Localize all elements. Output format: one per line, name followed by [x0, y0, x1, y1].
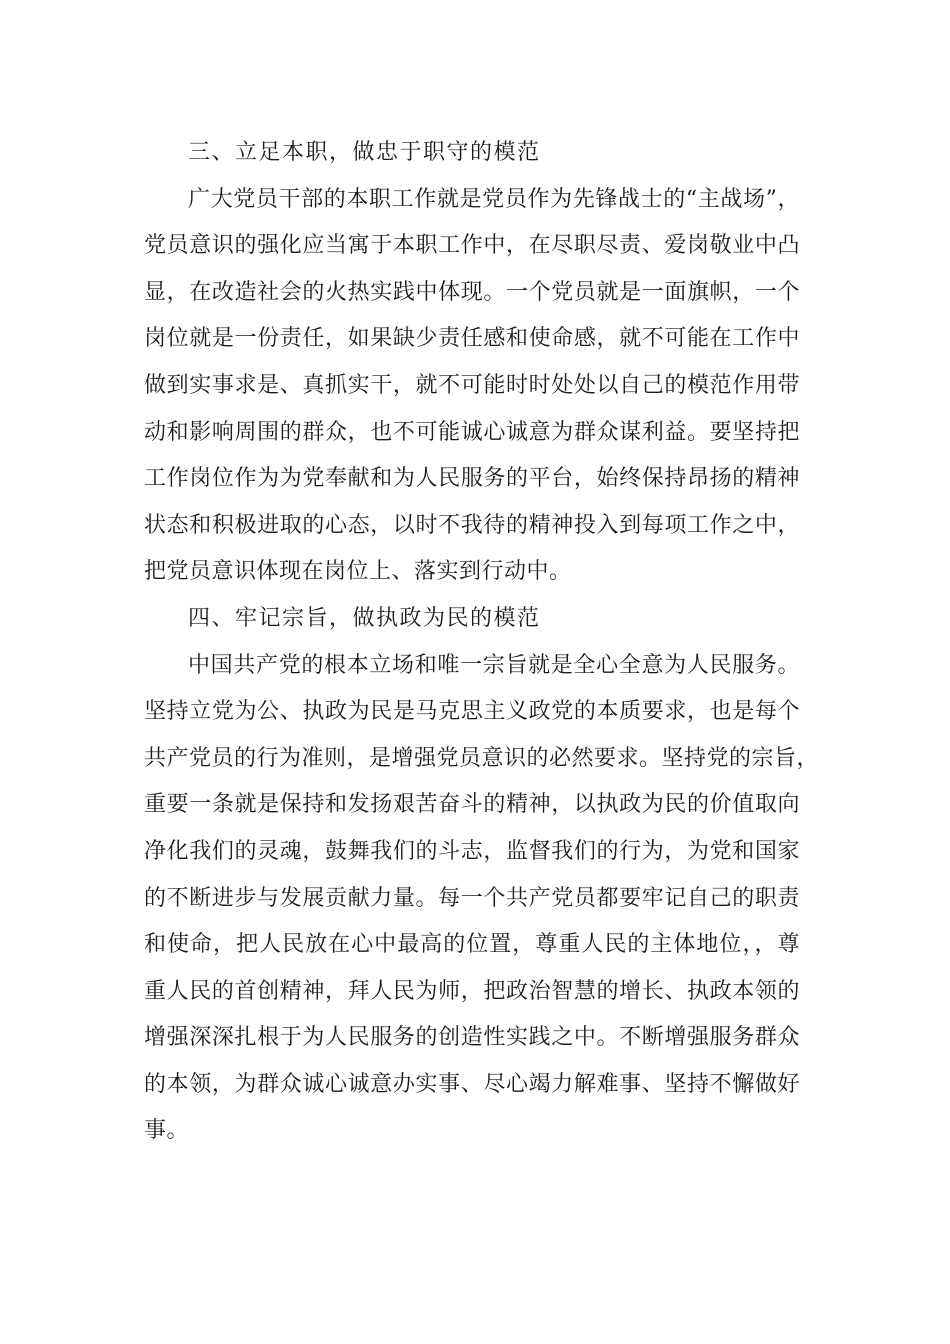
section-heading: 三、立足本职，做忠于职守的模范	[188, 140, 541, 165]
paragraph-line: 净化我们的灵魂，鼓舞我们的斗志，监督我们的行为，为党和国家	[144, 838, 800, 864]
section-heading: 四、牢记宗旨，做执政为民的模范	[188, 605, 541, 631]
paragraph-line: 的不断进步与发展贡献力量。每一个共产党员都要牢记自己的职责	[144, 885, 800, 911]
paragraph-line: 党员意识的强化应当寓于本职工作中，在尽职尽责、爱岗敬业中凸	[144, 233, 800, 259]
paragraph-line: 广大党员干部的本职工作就是党员作为先锋战士的“主战场”，	[188, 186, 800, 212]
paragraph-line: 重要一条就是保持和发扬艰苦奋斗的精神，以执政为民的价值取向	[144, 792, 800, 818]
paragraph-line: 的本领，为群众诚心诚意办实事、尽心竭力解难事、坚持不懈做好	[144, 1071, 800, 1097]
paragraph-line: 中国共产党的根本立场和唯一宗旨就是全心全意为人民服务。	[188, 652, 800, 678]
paragraph-line: 坚持立党为公、执政为民是马克思主义政党的本质要求，也是每个	[144, 699, 800, 725]
document-body	[144, 130, 820, 1155]
paragraph-line: 重人民的首创精神，拜人民为师，把政治智慧的增长、执政本领的	[144, 978, 800, 1004]
paragraph-line: 状态和积极进取的心态，以时不我待的精神投入到每项工作之中，	[144, 512, 800, 538]
paragraph-line: 动和影响周围的群众，也不可能诚心诚意为群众谋利益。要坚持把	[144, 419, 800, 445]
paragraph-line: 和使命，把人民放在心中最高的位置，尊重人民的主体地位，，尊	[144, 932, 800, 958]
paragraph-line: 把党员意识体现在岗位上、落实到行动中。	[144, 559, 572, 585]
paragraph-line: 做到实事求是、真抓实干，就不可能时时处处以自己的模范作用带	[144, 372, 800, 398]
paragraph-line: 岗位就是一份责任，如果缺少责任感和使命感，就不可能在工作中	[144, 326, 800, 352]
paragraph-line: 共产党员的行为准则，是增强党员意识的必然要求。坚持党的宗旨，	[144, 745, 820, 771]
section-paragraph	[144, 177, 800, 596]
section-paragraph	[144, 643, 820, 1156]
paragraph-line: 显，在改造社会的火热实践中体现。一个党员就是一面旗帜，一个	[144, 279, 800, 305]
paragraph-line: 工作岗位作为为党奉献和为人民服务的平台，始终保持昂扬的精神	[144, 466, 800, 492]
paragraph-line: 事。	[144, 1118, 190, 1144]
paragraph-line: 增强深深扎根于为人民服务的创造性实践之中。不断增强服务群众	[144, 1025, 800, 1051]
